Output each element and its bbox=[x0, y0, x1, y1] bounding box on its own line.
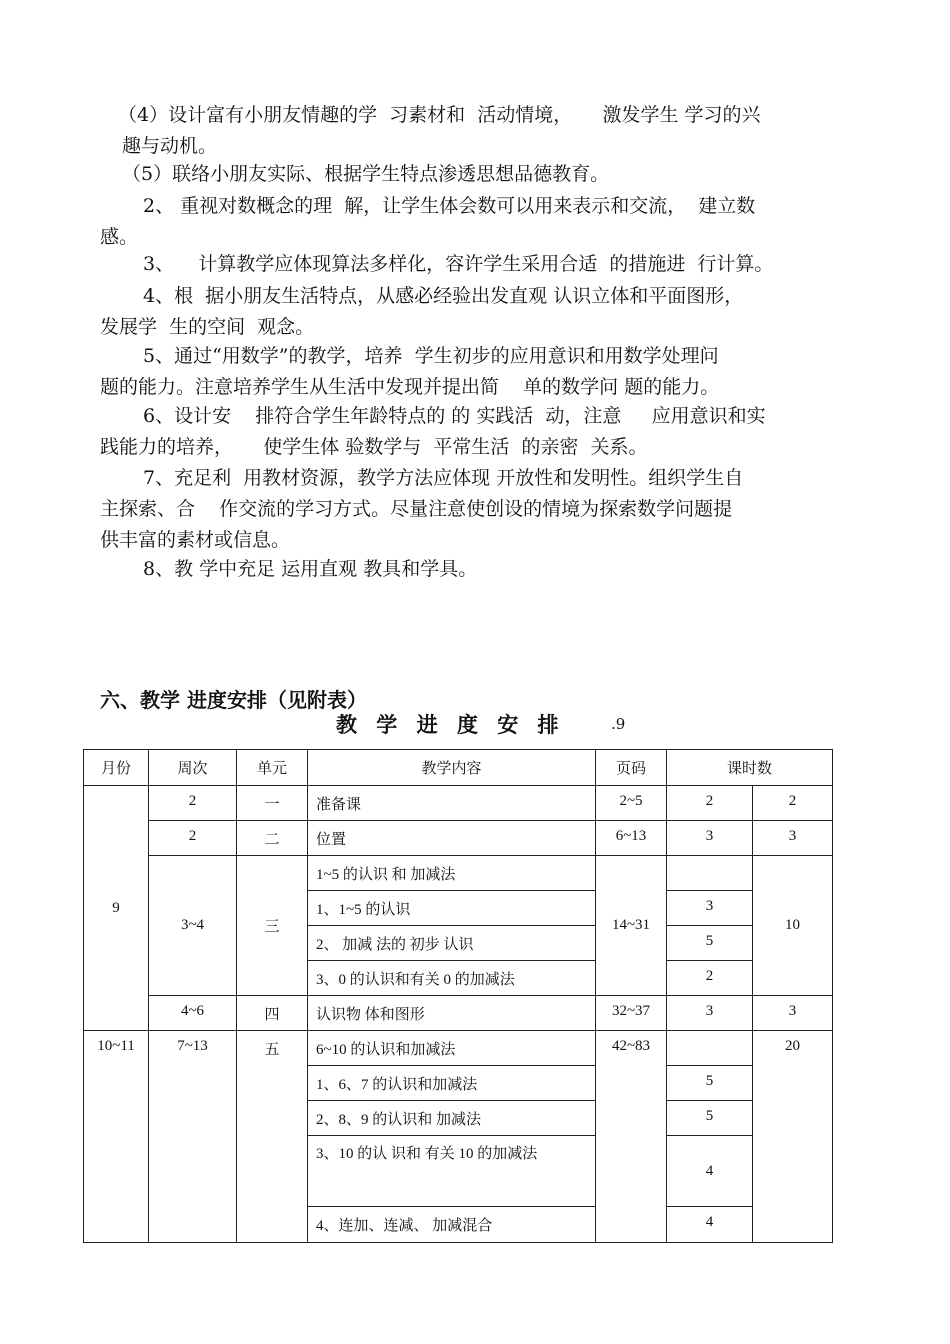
content-cell: 2、8、9 的认识和 加减法 bbox=[308, 1101, 596, 1136]
header-hours: 课时数 bbox=[667, 750, 833, 786]
hours-cell: 4 bbox=[667, 1207, 753, 1243]
pages-cell: 6~13 bbox=[596, 821, 667, 856]
total-hours-cell: 3 bbox=[753, 821, 833, 856]
schedule-table bbox=[83, 749, 833, 1243]
hours-cell: 5 bbox=[667, 926, 753, 961]
hours-cell: 5 bbox=[667, 1101, 753, 1136]
paragraph-line: 题的能力。注意培养学生从生活中发现并提出简 单的数学问 题的能力。 bbox=[100, 376, 720, 398]
paragraph-line: 践能力的培养， 使学生体 验数学与 平常生活 的亲密 关系。 bbox=[100, 436, 648, 458]
hours-cell bbox=[667, 856, 753, 891]
week-cell: 3~4 bbox=[149, 856, 237, 996]
table-row bbox=[84, 856, 833, 891]
header-week: 周次 bbox=[149, 750, 237, 786]
paragraph-line: 供丰富的素材或信息。 bbox=[100, 529, 291, 551]
content-cell: 认识物 体和图形 bbox=[308, 996, 596, 1031]
content-cell: 6~10 的认识和加减法 bbox=[308, 1031, 596, 1066]
paragraph-line: 6、设计安 排符合学生年龄特点的 的 实践活 动，注意 应用意识和实 bbox=[143, 405, 766, 427]
pages-cell: 2~5 bbox=[596, 786, 667, 821]
table-row bbox=[84, 821, 833, 856]
paragraph-line: 主探索、合 作交流的学习方式。尽量注意使创设的情境为探索数学问题提 bbox=[100, 498, 733, 520]
paragraph-line: 7、充足利 用教材资源，教学方法应体现 开放性和发明性。组织学生自 bbox=[143, 467, 744, 489]
table-row bbox=[84, 996, 833, 1031]
paragraph-line: （4）设计富有小朋友情趣的学 习素材和 活动情境， 激发学生 学习的兴 bbox=[118, 104, 761, 126]
week-cell: 7~13 bbox=[149, 1031, 237, 1243]
hours-cell: 5 bbox=[667, 1066, 753, 1101]
total-hours-cell: 3 bbox=[753, 996, 833, 1031]
total-hours-cell: 20 bbox=[753, 1031, 833, 1243]
paragraph-line: 5、通过“用数学”的教学，培养 学生初步的应用意识和用数学处理问 bbox=[143, 345, 719, 367]
content-cell: 位置 bbox=[308, 821, 596, 856]
pages-cell: 32~37 bbox=[596, 996, 667, 1031]
header-unit: 单元 bbox=[237, 750, 308, 786]
month-cell: 9 bbox=[84, 786, 149, 1031]
unit-cell: 五 bbox=[237, 1031, 308, 1243]
content-cell: 1、1~5 的认识 bbox=[308, 891, 596, 926]
total-hours-cell: 10 bbox=[753, 856, 833, 996]
paragraph-line: 2、 重视对数概念的理 解，让学生体会数可以用来表示和交流， 建立数 bbox=[143, 195, 756, 217]
header-content: 教学内容 bbox=[308, 750, 596, 786]
week-cell: 2 bbox=[149, 786, 237, 821]
table-title: 教 学 进 度 安 排 bbox=[336, 712, 565, 737]
content-cell: 1~5 的认识 和 加减法 bbox=[308, 856, 596, 891]
pages-cell: 42~83 bbox=[596, 1031, 667, 1243]
table-row bbox=[84, 786, 833, 821]
month-cell: 10~11 bbox=[84, 1031, 149, 1243]
table-row bbox=[84, 1031, 833, 1066]
total-hours-cell: 2 bbox=[753, 786, 833, 821]
content-cell: 1、6、7 的认识和加减法 bbox=[308, 1066, 596, 1101]
hours-cell: 2 bbox=[667, 786, 753, 821]
content-cell: 2、 加减 法的 初步 认识 bbox=[308, 926, 596, 961]
unit-cell: 四 bbox=[237, 996, 308, 1031]
content-cell: 3、10 的认 识和 有关 10 的加减法 bbox=[308, 1136, 596, 1207]
paragraph-line: 3、 计算教学应体现算法多样化，容许学生采用合适 的措施进 行计算。 bbox=[143, 253, 774, 275]
hours-cell: 2 bbox=[667, 961, 753, 996]
unit-cell: 三 bbox=[237, 856, 308, 996]
hours-cell: 3 bbox=[667, 821, 753, 856]
header-pages: 页码 bbox=[596, 750, 667, 786]
hours-cell bbox=[667, 1031, 753, 1066]
unit-cell: 二 bbox=[237, 821, 308, 856]
content-cell: 3、0 的认识和有关 0 的加减法 bbox=[308, 961, 596, 996]
paragraph-line: 8、教 学中充足 运用直观 教具和学具。 bbox=[143, 558, 478, 580]
hours-cell: 4 bbox=[667, 1136, 753, 1207]
table-header-row bbox=[84, 750, 833, 786]
hours-cell: 3 bbox=[667, 891, 753, 926]
paragraph-line: 趣与动机。 bbox=[122, 135, 218, 157]
pages-cell: 14~31 bbox=[596, 856, 667, 996]
paragraph-line: 感。 bbox=[100, 226, 139, 248]
paragraph-line: 4、根 据小朋友生活特点，从感必经验出发直观 认识立体和平面图形， bbox=[143, 285, 744, 307]
header-month: 月份 bbox=[84, 750, 149, 786]
week-cell: 2 bbox=[149, 821, 237, 856]
table-title-suffix: .9 bbox=[611, 715, 626, 733]
content-cell: 准备课 bbox=[308, 786, 596, 821]
hours-cell: 3 bbox=[667, 996, 753, 1031]
paragraph-line: 发展学 生的空间 观念。 bbox=[100, 316, 315, 338]
week-cell: 4~6 bbox=[149, 996, 237, 1031]
content-cell: 4、连加、连减、 加减混合 bbox=[308, 1207, 596, 1243]
unit-cell: 一 bbox=[237, 786, 308, 821]
paragraph-line: （5）联络小朋友实际、根据学生特点渗透思想品德教育。 bbox=[122, 163, 610, 185]
section-heading: 六、教学 进度安排（见附表） bbox=[100, 688, 367, 712]
